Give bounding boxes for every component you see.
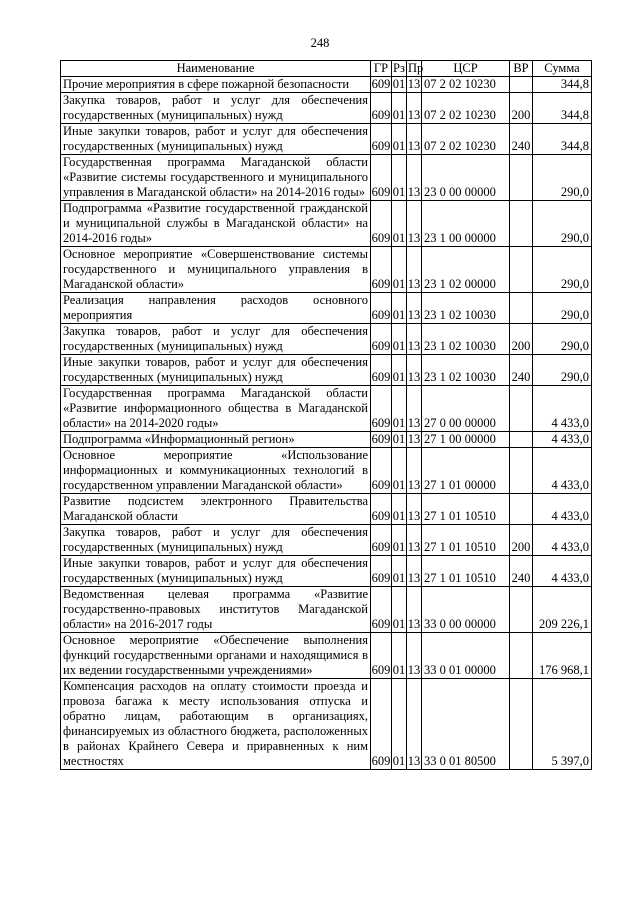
row-rz-cell: 01 xyxy=(392,679,407,770)
row-name-cell: Закупка товаров, работ и услуг для обеспечения государственных (муниципальных) нужд xyxy=(61,525,371,556)
row-name-cell: Компенсация расходов на оплату стоимости проезда и провоза багажа к месту использования отпуска и обратно лицам, работающим в организациях, финансируемых из областного бюджета, расположенных в районах Крайнего Севера и приравненных к ним местностях xyxy=(61,679,371,770)
row-vr-cell xyxy=(510,386,533,432)
header-sum: Сумма xyxy=(533,61,592,77)
row-gr-cell: 609 xyxy=(371,633,392,679)
row-sum-cell: 4 433,0 xyxy=(533,432,592,448)
table-row xyxy=(61,448,592,494)
row-pr-cell: 13 xyxy=(407,293,422,324)
row-vr-cell xyxy=(510,633,533,679)
row-csr-cell: 27 1 00 00000 xyxy=(422,432,510,448)
table-header-row xyxy=(61,61,592,77)
row-csr-cell: 07 2 02 10230 xyxy=(422,124,510,155)
row-sum-cell: 4 433,0 xyxy=(533,386,592,432)
row-sum-cell: 4 433,0 xyxy=(533,525,592,556)
row-rz-cell: 01 xyxy=(392,93,407,124)
row-rz-cell: 01 xyxy=(392,293,407,324)
row-rz-cell: 01 xyxy=(392,448,407,494)
row-pr-cell: 13 xyxy=(407,324,422,355)
row-csr-cell: 27 1 01 00000 xyxy=(422,448,510,494)
row-rz-cell: 01 xyxy=(392,494,407,525)
row-name-cell: Реализация направления расходов основного мероприятия xyxy=(61,293,371,324)
row-name-cell: Государственная программа Магаданской области «Развитие системы государственного и муниципального управления в Магаданской области» на 2014-2016 годы» xyxy=(61,155,371,201)
row-vr-cell xyxy=(510,293,533,324)
row-gr-cell: 609 xyxy=(371,355,392,386)
row-gr-cell: 609 xyxy=(371,494,392,525)
row-vr-cell: 200 xyxy=(510,93,533,124)
row-gr-cell: 609 xyxy=(371,432,391,446)
row-name-cell: Закупка товаров, работ и услуг для обеспечения государственных (муниципальных) нужд xyxy=(61,93,371,124)
row-sum-cell: 176 968,1 xyxy=(533,633,592,679)
row-pr-cell: 13 xyxy=(407,556,422,587)
row-csr-cell: 33 0 01 00000 xyxy=(422,633,510,679)
row-vr-cell: 240 xyxy=(510,124,533,155)
row-rz-cell: 01 xyxy=(392,432,406,446)
table-row xyxy=(61,93,592,124)
row-rz-cell: 01 xyxy=(392,324,407,355)
row-vr-cell xyxy=(510,494,533,525)
table-row xyxy=(61,432,592,448)
budget-table xyxy=(60,60,592,770)
table-row xyxy=(61,324,592,355)
row-rz-cell: 01 xyxy=(392,201,407,247)
row-vr-cell xyxy=(510,587,533,633)
row-name-cell: Государственная программа Магаданской области «Развитие информационного общества в Магаданской области» на 2014-2020 годы» xyxy=(61,386,371,432)
table-row xyxy=(61,525,592,556)
row-pr-cell: 13 xyxy=(407,448,422,494)
row-name-cell: Подпрограмма «Развитие государственной гражданской и муниципальной службы в Магаданской области» на 2014-2016 годы» xyxy=(61,201,371,247)
table-row xyxy=(61,201,592,247)
row-gr-cell: 609 xyxy=(371,155,392,201)
row-rz-cell: 01 xyxy=(392,77,406,91)
row-name-cell: Прочие мероприятия в сфере пожарной безопасности xyxy=(61,77,371,93)
row-gr-cell: 609 xyxy=(371,324,392,355)
row-name-cell: Основное мероприятие «Совершенствование системы государственного и муниципального управления в Магаданской области» xyxy=(61,247,371,293)
row-vr-cell: 240 xyxy=(510,355,533,386)
row-csr-cell: 23 1 02 10030 xyxy=(422,324,510,355)
row-pr-cell: 13 xyxy=(407,679,422,770)
row-pr-cell: 13 xyxy=(407,494,422,525)
row-csr-cell: 27 0 00 00000 xyxy=(422,386,510,432)
row-sum-cell: 344,8 xyxy=(533,124,592,155)
table-row xyxy=(61,494,592,525)
table-row xyxy=(61,587,592,633)
row-sum-cell: 4 433,0 xyxy=(533,494,592,525)
row-rz-cell: 01 xyxy=(392,247,407,293)
row-pr-cell: 13 xyxy=(407,124,422,155)
row-rz-cell: 01 xyxy=(392,355,407,386)
row-rz-cell: 01 xyxy=(392,124,407,155)
row-gr-cell: 609 xyxy=(371,587,392,633)
row-rz-cell: 01 xyxy=(392,155,407,201)
row-csr-cell: 33 0 01 80500 xyxy=(422,679,510,770)
row-gr-cell: 609 xyxy=(371,77,391,91)
row-csr-cell: 27 1 01 10510 xyxy=(422,494,510,525)
table-row xyxy=(61,355,592,386)
row-sum-cell: 344,8 xyxy=(533,77,592,93)
row-csr-cell: 23 0 00 00000 xyxy=(422,155,510,201)
row-pr-cell: 13 xyxy=(407,386,422,432)
row-vr-cell xyxy=(510,155,533,201)
row-gr-cell: 609 xyxy=(371,201,392,247)
row-name-cell: Иные закупки товаров, работ и услуг для обеспечения государственных (муниципальных) нужд xyxy=(61,124,371,155)
page-number: 248 xyxy=(310,36,330,50)
table-row xyxy=(61,556,592,587)
row-name-cell: Подпрограмма «Информационный регион» xyxy=(61,432,371,448)
row-rz-cell: 01 xyxy=(392,556,407,587)
row-csr-cell: 27 1 01 10510 xyxy=(422,525,510,556)
header-vr: ВР xyxy=(510,61,533,77)
row-vr-cell xyxy=(510,679,533,770)
table-row xyxy=(61,247,592,293)
table-row xyxy=(61,679,592,770)
row-vr-cell: 200 xyxy=(510,324,533,355)
row-rz-cell: 01 xyxy=(392,525,407,556)
header-name: Наименование xyxy=(61,61,371,77)
row-gr-cell: 609 xyxy=(371,247,392,293)
row-gr-cell: 609 xyxy=(371,556,392,587)
row-pr-cell: 13 xyxy=(407,77,421,91)
row-rz-cell: 01 xyxy=(392,386,407,432)
row-vr-cell xyxy=(510,77,533,93)
row-csr-cell: 23 1 02 00000 xyxy=(422,247,510,293)
row-vr-cell: 200 xyxy=(510,525,533,556)
row-name-cell: Иные закупки товаров, работ и услуг для обеспечения государственных (муниципальных) нужд xyxy=(61,355,371,386)
row-pr-cell: 13 xyxy=(407,93,422,124)
row-sum-cell: 290,0 xyxy=(533,155,592,201)
row-gr-cell: 609 xyxy=(371,293,392,324)
row-gr-cell: 609 xyxy=(371,448,392,494)
table-row xyxy=(61,293,592,324)
row-pr-cell: 13 xyxy=(407,432,421,446)
row-name-cell: Развитие подсистем электронного Правительства Магаданской области xyxy=(61,494,371,525)
row-rz-cell: 01 xyxy=(392,633,407,679)
table-row xyxy=(61,124,592,155)
table-row xyxy=(61,386,592,432)
row-vr-cell xyxy=(510,432,533,448)
row-pr-cell: 13 xyxy=(407,355,422,386)
row-name-cell: Основное мероприятие «Обеспечение выполнения функций государственными органами и находящимися в их ведении государственными учреждениями» xyxy=(61,633,371,679)
row-pr-cell: 13 xyxy=(407,247,422,293)
row-sum-cell: 344,8 xyxy=(533,93,592,124)
row-pr-cell: 13 xyxy=(407,587,422,633)
row-name-cell: Ведомственная целевая программа «Развитие государственно-правовых институтов Магаданской области» на 2016-2017 годы xyxy=(61,587,371,633)
row-sum-cell: 4 433,0 xyxy=(533,556,592,587)
table-body xyxy=(61,77,592,770)
row-gr-cell: 609 xyxy=(371,93,392,124)
header-rz: Рз xyxy=(393,61,405,75)
row-csr-cell: 23 1 00 00000 xyxy=(422,201,510,247)
table-row xyxy=(61,633,592,679)
row-vr-cell xyxy=(510,448,533,494)
row-sum-cell: 290,0 xyxy=(533,247,592,293)
row-sum-cell: 290,0 xyxy=(533,324,592,355)
row-gr-cell: 609 xyxy=(371,525,392,556)
row-csr-cell: 23 1 02 10030 xyxy=(422,293,510,324)
row-gr-cell: 609 xyxy=(371,124,392,155)
table-row xyxy=(61,77,592,93)
header-csr: ЦСР xyxy=(422,61,510,77)
row-pr-cell: 13 xyxy=(407,201,422,247)
row-csr-cell: 07 2 02 10230 xyxy=(422,93,510,124)
row-name-cell: Основное мероприятие «Использование информационных и коммуникационных технологий в государственном управлении Магаданской области» xyxy=(61,448,371,494)
row-csr-cell: 33 0 00 00000 xyxy=(422,587,510,633)
row-pr-cell: 13 xyxy=(407,525,422,556)
row-sum-cell: 290,0 xyxy=(533,293,592,324)
row-csr-cell: 07 2 02 10230 xyxy=(422,77,510,93)
row-sum-cell: 290,0 xyxy=(533,201,592,247)
row-vr-cell xyxy=(510,247,533,293)
row-sum-cell: 290,0 xyxy=(533,355,592,386)
header-pr: Пр xyxy=(408,61,424,75)
row-gr-cell: 609 xyxy=(371,386,392,432)
row-gr-cell: 609 xyxy=(371,679,392,770)
row-name-cell: Иные закупки товаров, работ и услуг для обеспечения государственных (муниципальных) нужд xyxy=(61,556,371,587)
row-name-cell: Закупка товаров, работ и услуг для обеспечения государственных (муниципальных) нужд xyxy=(61,324,371,355)
row-vr-cell: 240 xyxy=(510,556,533,587)
row-sum-cell: 209 226,1 xyxy=(533,587,592,633)
row-vr-cell xyxy=(510,201,533,247)
row-rz-cell: 01 xyxy=(392,587,407,633)
row-pr-cell: 13 xyxy=(407,155,422,201)
row-sum-cell: 4 433,0 xyxy=(533,448,592,494)
row-csr-cell: 23 1 02 10030 xyxy=(422,355,510,386)
row-sum-cell: 5 397,0 xyxy=(533,679,592,770)
row-pr-cell: 13 xyxy=(407,633,422,679)
row-csr-cell: 27 1 01 10510 xyxy=(422,556,510,587)
table-row xyxy=(61,155,592,201)
header-gr: ГР xyxy=(371,61,392,77)
